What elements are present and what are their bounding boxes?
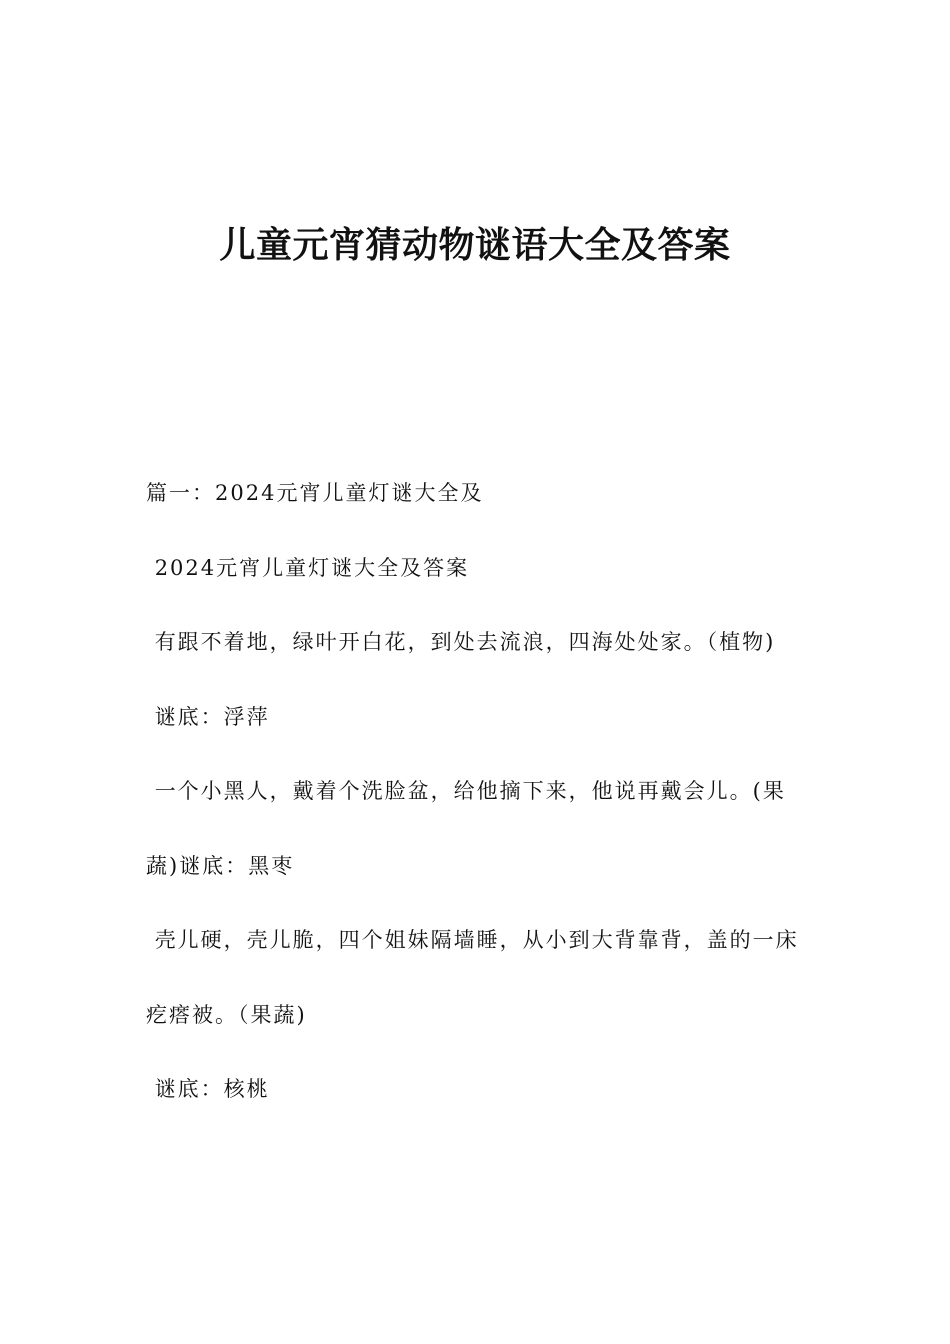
riddle-paragraph: 壳儿硬，壳儿脆，四个姐妹隔墙睡，从小到大背靠背，盖的一床疙瘩被。（果蔬) [146, 928, 799, 1027]
document-body [146, 456, 810, 1127]
section-heading: 篇一：2024元宵儿童灯谜大全及 [146, 481, 484, 505]
subtitle-paragraph: 2024元宵儿童灯谜大全及答案 [146, 555, 470, 580]
document-title: 儿童元宵猜动物谜语大全及答案 [219, 225, 731, 266]
riddle-paragraph: 一个小黑人，戴着个洗脸盆，给他摘下来，他说再戴会儿。(果蔬)谜底：黑枣 [146, 779, 786, 878]
riddle-paragraph: 有跟不着地，绿叶开白花，到处去流浪，四海处处家。（植物) [146, 630, 776, 654]
answer-paragraph: 谜底：核桃 [146, 1077, 270, 1101]
answer-paragraph: 谜底：浮萍 [146, 704, 270, 729]
